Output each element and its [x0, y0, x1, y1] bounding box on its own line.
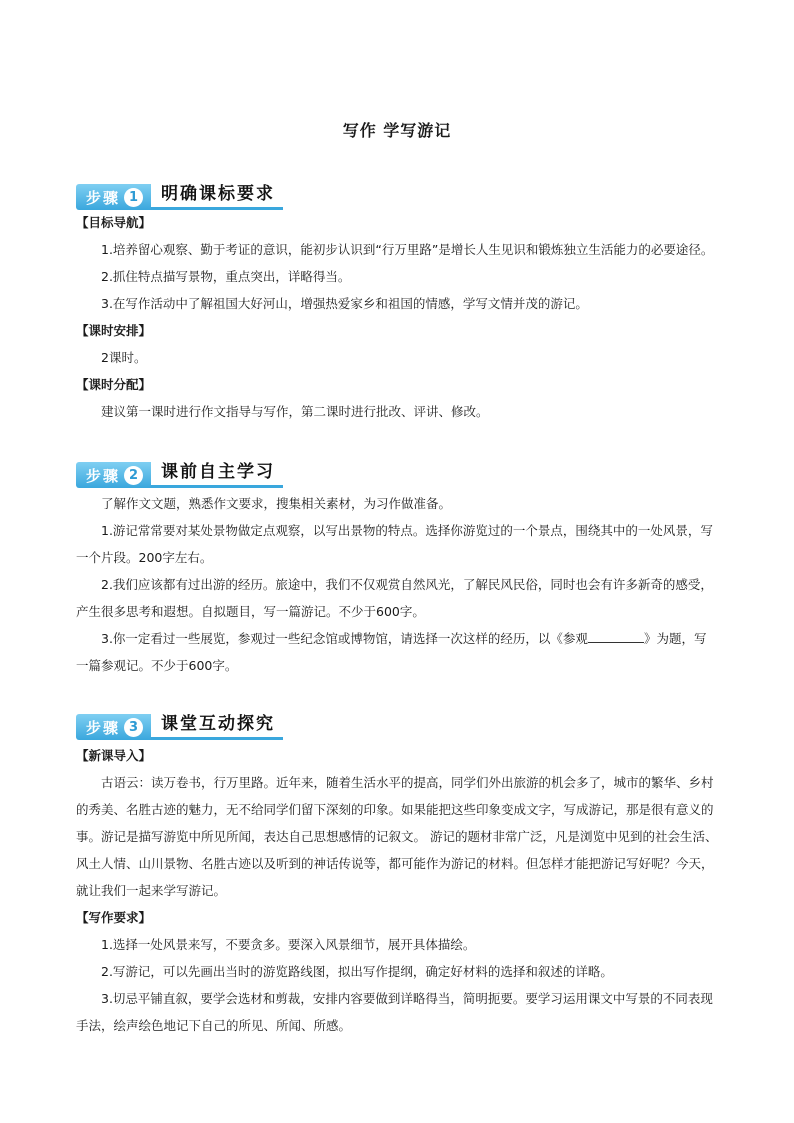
- goal-item: 2.抓住特点描写景物，重点突出，详略得当。: [101, 269, 351, 284]
- step1-badge: [76, 184, 151, 210]
- page-title: 写作 学写游记: [342, 121, 452, 140]
- step2-intro: 了解作文文题，熟悉作文要求，搜集相关素材，为习作做准备。: [101, 496, 452, 511]
- step2-title: 课前自主学习: [151, 459, 283, 488]
- assignment-item: 1.游记常常要对某处景物做定点观察，以写出景物的特点。选择你游览过的一个景点，围绕其中的一处风景，写一个片段。200字左右。: [76, 523, 713, 565]
- requirement-item: 2.写游记，可以先画出当时的游览路线图，拟出写作提纲，确定好材料的选择和叙述的详略。: [101, 964, 613, 979]
- distribution-text: 建议第一课时进行作文指导与写作，第二课时进行批改、评讲、修改。: [101, 404, 489, 419]
- step3-title: 课堂互动探究: [151, 711, 283, 740]
- requirement-item: 1.选择一处风景来写，不要贪多。要深入风景细节，展开具体描绘。: [101, 937, 476, 952]
- assignment-item: [76, 625, 718, 679]
- step1-header: [76, 178, 283, 210]
- step2-content: [76, 490, 718, 679]
- goal-item: 1.培养留心观察、勤于考证的意识，能初步认识到“行万里路”是增长人生见识和锻炼独立生活能力的必要途径。: [101, 242, 714, 257]
- step2-badge-text: 步骤: [86, 466, 121, 485]
- assignment-item-3-start: 3.你一定看过一些展览，参观过一些纪念馆或博物馆，请选择一次这样的经历，以《参观: [101, 631, 588, 646]
- assignment-item: 2.我们应该都有过出游的经历。旅途中，我们不仅观赏自然风光，了解民风民俗，同时也会有许多新奇的感受，产生很多思考和遐想。自拟题目，写一篇游记。不少于600字。: [76, 577, 713, 619]
- intro-text: 古语云：读万卷书，行万里路。近年来，随着生活水平的提高，同学们外出旅游的机会多了，城市的繁华、乡村的秀美、名胜古迹的魅力，无不给同学们留下深刻的印象。如果能把这些印象变成文字，写成游记，那是很有意义的事。游记是描写游览中所见所闻，表达自己思想感情的记叙文。 游记的题材非常广泛，凡是浏览中见到的社会生活、风土人情、山川景物、名胜古迹以及听到的神话传说等，都可能作为游记的材料。但怎样才能把游记写好呢？今天，就让我们一起来学写游记。: [76, 775, 718, 898]
- step2-badge: [76, 462, 151, 488]
- schedule-text: 2课时。: [101, 350, 147, 365]
- step3-badge: [76, 714, 151, 740]
- step1-content: [76, 209, 718, 425]
- distribution-heading: 【课时分配】: [76, 377, 152, 392]
- step3-header: [76, 708, 283, 740]
- requirement-item: 3.切忌平铺直叙，要学会选材和剪裁，安排内容要做到详略得当，简明扼要。要学习运用课文中写景的不同表现手法，绘声绘色地记下自己的所见、所闻、所感。: [76, 991, 713, 1033]
- step1-title: 明确课标要求: [151, 181, 283, 210]
- goal-heading: 【目标导航】: [76, 215, 152, 230]
- fill-blank-line: [588, 628, 644, 643]
- schedule-heading: 【课时安排】: [76, 323, 152, 338]
- requirements-heading: 【写作要求】: [76, 910, 152, 925]
- step3-content: [76, 742, 718, 1039]
- intro-heading: 【新课导入】: [76, 748, 152, 763]
- step3-badge-text: 步骤: [86, 718, 121, 737]
- goal-item: 3.在写作活动中了解祖国大好河山，增强热爱家乡和祖国的情感，学写文情并茂的游记。: [101, 296, 588, 311]
- assignment-item-3-end: 》为题，写一篇参观记。不少于600字。: [76, 631, 707, 673]
- step1-number: 1: [124, 188, 143, 207]
- step1-badge-text: 步骤: [86, 188, 121, 207]
- step3-number: 3: [124, 718, 143, 737]
- step2-header: [76, 456, 283, 488]
- step2-number: 2: [124, 466, 143, 485]
